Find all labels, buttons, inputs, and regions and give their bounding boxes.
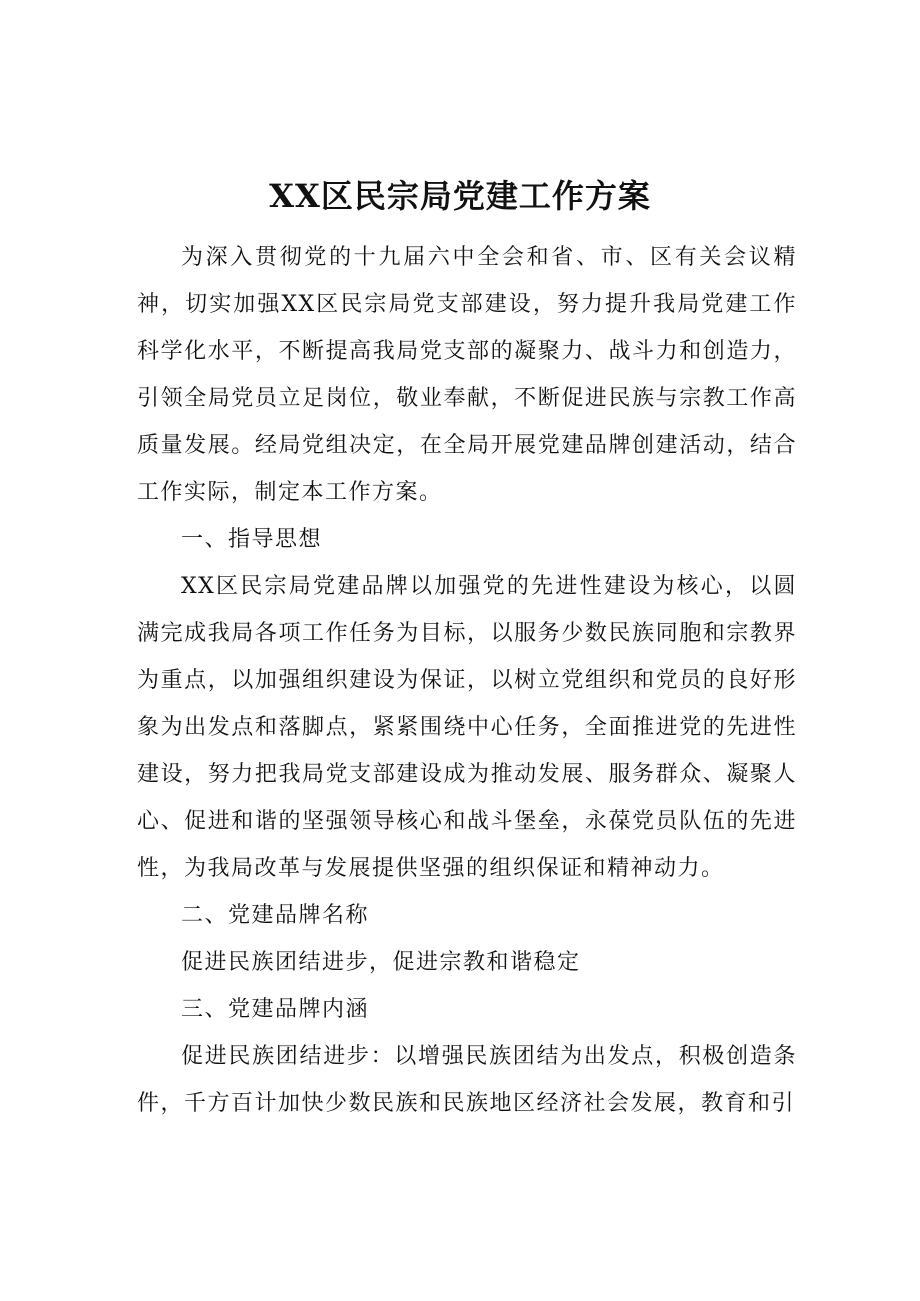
brand-name-paragraph: 促进民族团结进步，促进宗教和谐稳定: [181, 950, 581, 975]
intro-paragraph: 为深入贯彻党的十九届六中全会和省、市、区有关会议精神，切实加强XX区民宗局党支部建设，努力提升我局党建工作科学化水平，不断提高我局党支部的凝聚力、战斗力和创造力，引领全局党员立足岗位，敬业奉献，不断促进民族与宗教工作高质量发展。经局党组决定，在全局开展党建品牌创建活动，结合工作实际，制定本工作方案。: [137, 245, 797, 505]
section-heading-guiding-ideology: 一、指导思想: [181, 527, 323, 552]
brand-connotation-paragraph: 促进民族团结进步：以增强民族团结为出发点，积极创造条件，千方百计加快少数民族和民族地区经济社会发展，教育和引: [137, 1044, 797, 1116]
document-title: XX区民宗局党建工作方案: [269, 177, 651, 215]
document-body: [137, 234, 797, 1127]
guiding-ideology-paragraph: XX区民宗局党建品牌以加强党的先进性建设为核心，以圆满完成我局各项工作任务为目标，以服务少数民族同胞和宗教界为重点，以加强组织建设为保证，以树立党组织和党员的良好形象为出发点和落脚点，紧紧围绕中心任务，全面推进党的先进性建设，努力把我局党支部建设成为推动发展、服务群众、凝聚人心、促进和谐的坚强领导核心和战斗堡垒，永葆党员队伍的先进性，为我局改革与发展提供坚强的组织保证和精神动力。: [137, 574, 797, 881]
section-heading-brand-name: 二、党建品牌名称: [181, 903, 370, 928]
section-heading-brand-connotation: 三、党建品牌内涵: [181, 997, 370, 1022]
